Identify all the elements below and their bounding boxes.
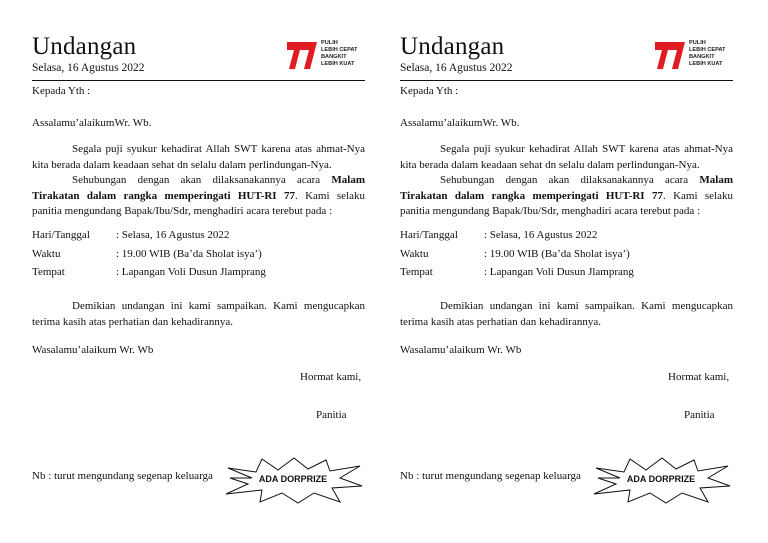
dorprize-badge <box>590 456 732 504</box>
closing-paragraph: Demikian undangan ini kami sampaikan. Kami mengucapkan terima kasih atas perhatian dan kehadirannya. <box>32 300 365 328</box>
detail-label: Waktu <box>32 248 61 260</box>
invitation-title: Undangan <box>400 33 505 60</box>
logo-tagline-line: LEBIH KUAT <box>689 61 723 67</box>
paragraph-event-post: . Kami selaku panitia mengundang Bapak/Ibu/Sdr, menghadiri acara terebut pada : <box>32 189 365 217</box>
paragraph-event-post: . Kami selaku panitia mengundang Bapak/Ibu/Sdr, menghadiri acara terebut pada : <box>400 189 733 217</box>
invitation-title: Undangan <box>32 33 137 60</box>
detail-label: Hari/Tanggal <box>32 229 90 241</box>
logo-tagline-line: LEBIH CEPAT <box>321 47 358 53</box>
paragraph-gratitude: Segala puji syukur kehadirat Allah SWT karena atas ahmat-Nya kita berada dalam keadaan sehat dn selalu dalam perlindungan-Nya. <box>32 143 365 171</box>
header-divider <box>32 80 365 81</box>
regards: Hormat kami, <box>300 371 362 383</box>
paragraph-event <box>32 173 365 220</box>
detail-value: : Selasa, 16 Agustus 2022 <box>116 229 230 241</box>
detail-label: Tempat <box>32 266 65 278</box>
detail-value: : Lapangan Voli Dusun Jlamprang <box>484 266 634 278</box>
footer-note: Nb : turut mengundang segenap keluarga <box>32 470 213 482</box>
dorprize-badge <box>222 456 364 504</box>
invitation-date: Selasa, 16 Agustus 2022 <box>32 62 145 74</box>
detail-label: Waktu <box>400 248 429 260</box>
paragraph-event-pre: Sehubungan dengan akan dilaksanakannya acara <box>72 174 332 186</box>
logo-tagline-line: BANGKIT <box>321 54 347 60</box>
greeting: Assalamu’alaikumWr. Wb. <box>32 117 152 129</box>
closing-paragraph: Demikian undangan ini kami sampaikan. Kami mengucapkan terima kasih atas perhatian dan kehadirannya. <box>400 300 733 328</box>
invitation-card-right <box>400 0 760 543</box>
hut-77-logo-icon <box>653 38 687 72</box>
event-name: Malam Tirakatan dalam rangka memperingati HUT-RI 77 <box>32 174 365 202</box>
committee-signature: Panitia <box>684 409 715 421</box>
header-divider <box>400 80 733 81</box>
logo-tagline-line: PULIH <box>689 40 706 46</box>
detail-value: : Selasa, 16 Agustus 2022 <box>484 229 598 241</box>
paragraph-event <box>400 173 733 220</box>
invitation-date: Selasa, 16 Agustus 2022 <box>400 62 513 74</box>
farewell: Wasalamu’alaikum Wr. Wb <box>32 344 154 356</box>
logo-tagline-line: LEBIH CEPAT <box>689 47 726 53</box>
event-name: Malam Tirakatan dalam rangka memperingati HUT-RI 77 <box>400 174 733 202</box>
logo-tagline-line: LEBIH KUAT <box>321 61 355 67</box>
greeting: Assalamu’alaikumWr. Wb. <box>400 117 520 129</box>
hut-77-logo-icon <box>285 38 319 72</box>
detail-label: Tempat <box>400 266 433 278</box>
paragraph-event-pre: Sehubungan dengan akan dilaksanakannya acara <box>440 174 700 186</box>
logo-tagline <box>321 40 367 68</box>
hut-ri-77-logo <box>653 38 733 72</box>
invitation-card-left <box>32 0 392 543</box>
detail-value: : Lapangan Voli Dusun Jlamprang <box>116 266 266 278</box>
logo-tagline <box>689 40 735 68</box>
recipient-line: Kepada Yth : <box>400 85 459 97</box>
hut-ri-77-logo <box>285 38 365 72</box>
footer-note: Nb : turut mengundang segenap keluarga <box>400 470 581 482</box>
paragraph-gratitude: Segala puji syukur kehadirat Allah SWT karena atas ahmat-Nya kita berada dalam keadaan sehat dn selalu dalam perlindungan-Nya. <box>400 143 733 171</box>
logo-tagline-line: PULIH <box>321 40 338 46</box>
recipient-line: Kepada Yth : <box>32 85 91 97</box>
detail-label: Hari/Tanggal <box>400 229 458 241</box>
dorprize-label: ADA DORPRIZE <box>626 474 696 484</box>
dorprize-label: ADA DORPRIZE <box>258 474 328 484</box>
detail-value: : 19.00 WIB (Ba’da Sholat isya’) <box>116 248 262 260</box>
committee-signature: Panitia <box>316 409 347 421</box>
logo-tagline-line: BANGKIT <box>689 54 715 60</box>
regards: Hormat kami, <box>668 371 730 383</box>
detail-value: : 19.00 WIB (Ba’da Sholat isya’) <box>484 248 630 260</box>
farewell: Wasalamu’alaikum Wr. Wb <box>400 344 522 356</box>
